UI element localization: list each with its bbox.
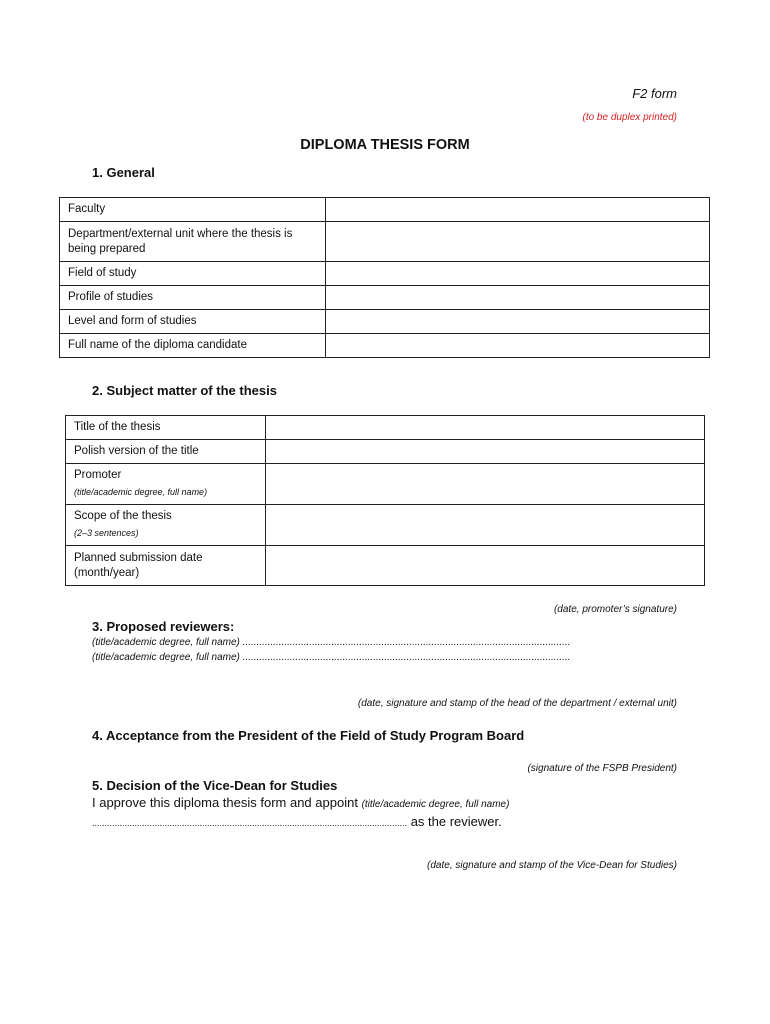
approve-line [92,795,509,810]
row-label: Promoter [74,469,122,481]
section-5-heading: 5. Decision of the Vice-Dean for Studies [92,778,338,793]
head-signature-caption: (date, signature and stamp of the head of the department / external unit) [357,698,677,709]
scope-field[interactable] [265,505,704,546]
table-row [60,222,710,262]
row-label: Polish version of the title [66,440,266,464]
promoter-signature-caption: (date, promoter’s signature) [553,604,677,615]
page-title: DIPLOMA THESIS FORM [300,137,470,153]
vice-dean-signature-caption: (date, signature and stamp of the Vice-Dean for Studies) [427,860,677,871]
row-label: Field of study [60,262,326,286]
reviewer-line-1[interactable]: (title/academic degree, full name) ...................................................................................................................... [92,637,571,648]
section-4-heading: 4. Acceptance from the President of the Field of Study Program Board [92,728,525,743]
reviewer-dotted-line[interactable]: .............................................................................................................................. [92,818,408,828]
duplex-note: (to be duplex printed) [582,112,677,123]
row-label: Faculty [60,198,326,222]
candidate-name-field[interactable] [325,334,709,358]
fspb-signature-caption: (signature of the FSPB President) [527,763,677,774]
reviewer-line-2[interactable]: (title/academic degree, full name) ...................................................................................................................... [92,652,571,663]
table-row [66,440,705,464]
promoter-field[interactable] [265,464,704,505]
polish-title-field[interactable] [265,440,704,464]
reviewer-suffix: as the reviewer. [410,814,502,829]
section-1-heading: 1. General [92,165,155,180]
row-label: Department/external unit where the thesis is being prepared [60,222,326,262]
row-label: Title of the thesis [66,416,266,440]
approve-note: (title/academic degree, full name) [361,799,510,810]
table-row [60,262,710,286]
level-form-field[interactable] [325,310,709,334]
thesis-title-field[interactable] [265,416,704,440]
appoint-line [92,814,502,829]
form-code: F2 form [632,86,677,101]
table-row [66,416,705,440]
row-label: Profile of studies [60,286,326,310]
section-3-heading: 3. Proposed reviewers: [92,619,235,634]
subject-table [65,415,705,586]
row-label-cell [66,464,266,505]
table-row [66,464,705,505]
profile-field[interactable] [325,286,709,310]
section-2-heading: 2. Subject matter of the thesis [92,383,277,398]
row-label: Full name of the diploma candidate [60,334,326,358]
row-label: Level and form of studies [60,310,326,334]
row-note: (title/academic degree, full name) [74,487,208,497]
table-row [66,505,705,546]
table-row [60,334,710,358]
row-label-cell [66,505,266,546]
field-of-study-field[interactable] [325,262,709,286]
table-row [66,546,705,586]
faculty-field[interactable] [325,198,709,222]
row-label: Scope of the thesis [74,510,172,522]
table-row [60,310,710,334]
row-note: (2–3 sentences) [74,528,139,538]
table-row [60,286,710,310]
row-label: Planned submission date (month/year) [66,546,266,586]
general-table [59,197,710,358]
submission-date-field[interactable] [265,546,704,586]
table-row [60,198,710,222]
approve-text: I approve this diploma thesis form and appoint [92,795,358,810]
department-field[interactable] [325,222,709,262]
